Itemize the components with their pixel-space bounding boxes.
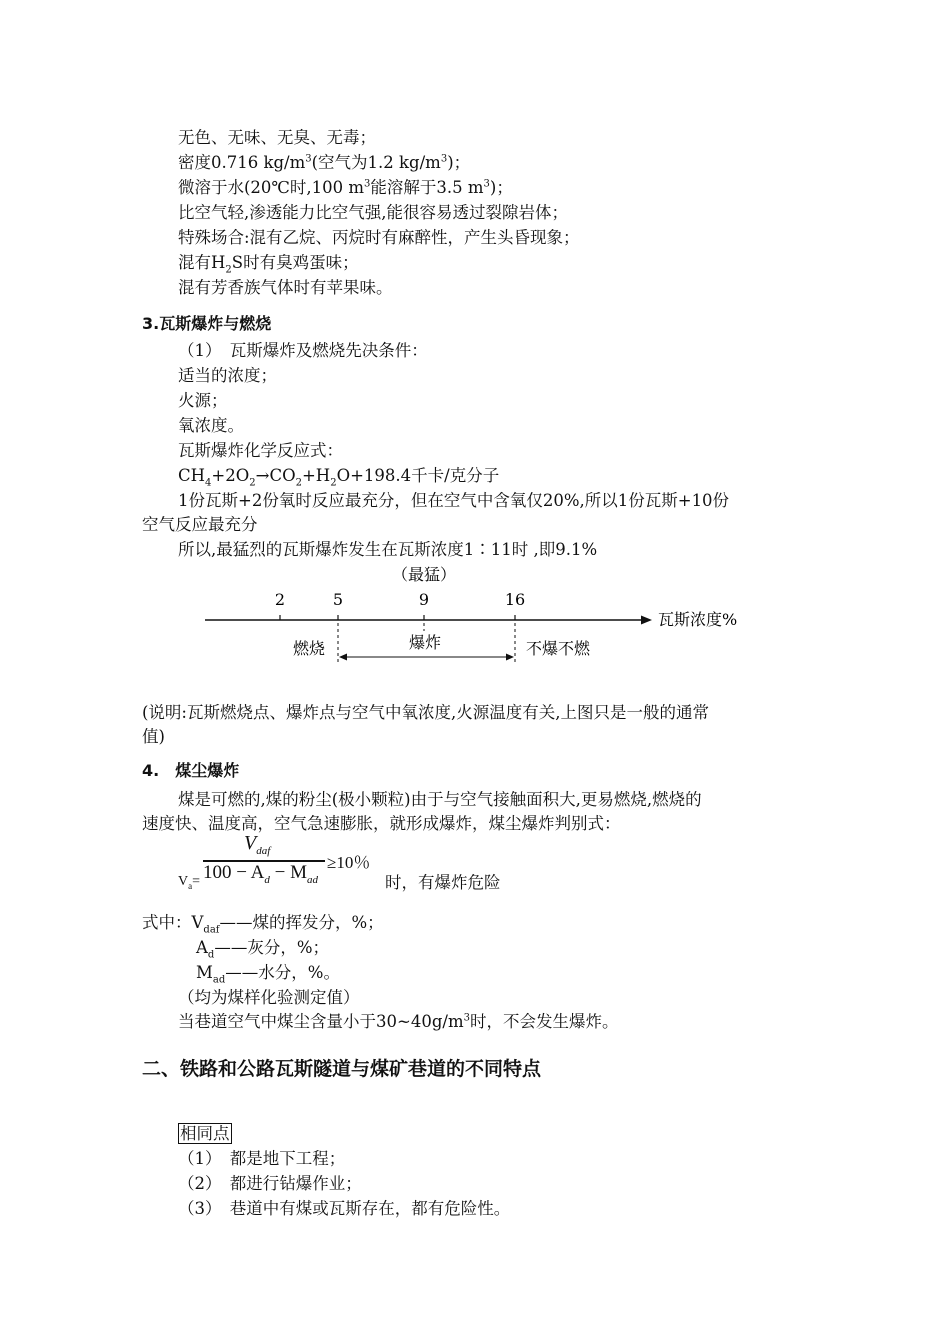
zone-label-burn: 燃烧: [292, 639, 326, 658]
range-arrow-left: [339, 654, 347, 661]
paragraph-line: 速度快、温度高，空气急速膨胀，就形成爆炸，煤尘爆炸判别式：: [142, 814, 621, 833]
condition-item: 适当的浓度；: [178, 366, 277, 385]
condition-item: 火源；: [178, 391, 228, 410]
formula-conclusion: 时，有爆炸危险: [385, 873, 501, 892]
text-line: 特殊场合:混有乙烷、丙烷时有麻醉性，产生头昏现象；: [178, 228, 580, 247]
section-heading-coal-dust: 4. 煤尘爆炸: [142, 761, 240, 780]
text-line: 无色、无味、无臭、无毒；: [178, 128, 376, 147]
variable-definition: 式中：$V_{daf}——$煤的挥发分，%；: [142, 913, 384, 936]
conditions-title: （1） 瓦斯爆炸及燃烧先决条件：: [178, 341, 428, 360]
reaction-equation: $CH_4+2O_2\to CO_2+H_2O+198.4$千卡/克分子: [178, 466, 500, 489]
text-line-density: 密度0.716 $kg/m^3$(空气为1.2 $kg/m^3$)；: [178, 153, 471, 172]
text-line: 比空气轻,渗透能力比空气强,能很容易透过裂隙岩体；: [178, 203, 568, 222]
variable-definition: $A_d——$灰分，%；: [196, 938, 330, 961]
similarities-label: 相同点: [180, 1124, 230, 1143]
zone-label-explode: 爆炸: [408, 633, 442, 652]
range-arrow-right: [506, 654, 514, 661]
variable-definition: $M_{ad}——$水分，%。: [196, 963, 340, 986]
formula-denominator: $100 - A_d - M_{ad}$: [203, 862, 318, 886]
paragraph-line: 空气反应最充分: [142, 515, 258, 534]
formula-lhs: $V_a=$: [178, 874, 201, 891]
formula-inequality: ≥10％: [327, 853, 371, 872]
paragraph-line: 当巷道空气中煤尘含量小于$30\sim 40g/m^3$时，不会发生爆炸。: [178, 1012, 619, 1031]
tick-label-16: 16: [504, 590, 526, 609]
formula-numerator: $V_{daf}$: [244, 832, 271, 857]
paragraph-line: 煤是可燃的,煤的粉尘(极小颗粒)由于与空气接触面积大,更易燃烧,燃烧的: [178, 790, 702, 809]
list-item: （2） 都进行钻爆作业；: [178, 1174, 362, 1193]
text-line-solubility: 微溶于水(20℃时,100 $m^3$能溶解于3.5 $m^3$)；: [178, 178, 513, 197]
tick-label-9: 9: [418, 590, 430, 609]
note-line: 值): [142, 727, 165, 746]
tick-label-2: 2: [274, 590, 286, 609]
text-line-h2s: 混有$H_2S$时有臭鸡蛋味；: [178, 253, 359, 276]
axis-arrowhead: [641, 616, 652, 625]
list-item: （3） 巷道中有煤或瓦斯存在，都有危险性。: [178, 1199, 511, 1218]
axis-label: 瓦斯浓度%: [658, 610, 738, 629]
diagram-peak-label: （最猛）: [391, 565, 457, 584]
section-heading-gas-explosion: 3.瓦斯爆炸与燃烧: [142, 314, 272, 333]
paragraph-line: 所以,最猛烈的瓦斯爆炸发生在瓦斯浓度1∶11时 ,即9.1%: [178, 540, 598, 559]
condition-item: 氧浓度。: [178, 416, 244, 435]
paragraph-line: 1份瓦斯+2份氧时反应最充分，但在空气中含氧仅20%,所以1份瓦斯+10份: [178, 491, 730, 510]
text-line: 混有芳香族气体时有苹果味。: [178, 278, 393, 297]
note-line: (说明:瓦斯燃烧点、爆炸点与空气中氧浓度,火源温度有关,上图只是一般的通常: [142, 703, 709, 722]
tick-label-5: 5: [332, 590, 344, 609]
part-heading: 二、铁路和公路瓦斯隧道与煤矿巷道的不同特点: [142, 1058, 542, 1080]
measurement-note: （均为煤样化验测定值）: [178, 988, 360, 1007]
list-item: （1） 都是地下工程；: [178, 1149, 346, 1168]
gas-concentration-diagram: [0, 555, 950, 670]
reaction-title: 瓦斯爆炸化学反应式：: [178, 441, 343, 460]
zone-label-none: 不爆不燃: [525, 639, 591, 658]
